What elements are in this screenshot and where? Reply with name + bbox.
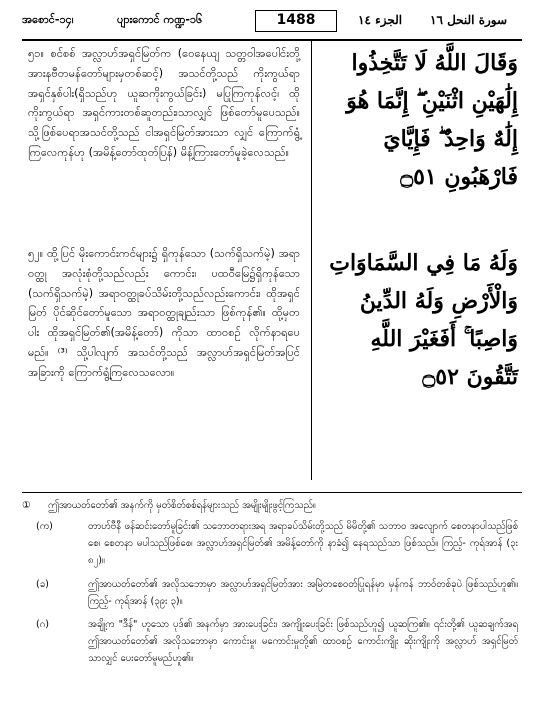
footnote-a-mark: (က) [36, 521, 53, 532]
footnote-1 [0, 497, 540, 517]
footnote-1-text: ဤအာယတ်တော်၏ အနက်ကို မှတ်စိတ်စစ်ရန်များသည် အမျိုးမျိုးဖွင့်ကြသည်။ [48, 500, 316, 511]
page-number-box: 1488 [255, 10, 337, 32]
verse-52-translation: ၅၂။ ထို့ပြင် မိုးကောင်းကင်များ၌ ရှိကုန်သော (သက်ရှိသက်မဲ့) အရာဝတ္ထု အလုံးစုံတို့သည်လည်း ကောင်း၊ ပထဝီမြေ၌ရှိကုန်သော (သက်ရှိသက်မဲ့) အရာဝတ္ထုခပ်သိမ်းတို့သည်လည်းကောင်း၊ ထိုအရှင် မြတ် ပိုင်ဆိုင်တော်မူသော အရာဝတ္ထုချည်းသာ ဖြစ်ကုန်၏။ ထို့မှတပါး ထိုအရှင်မြတ်၏(အမိန့်တော်) ကိုသာ ထာဝစဉ် လိုက်နာရပေမည်။ ⁽³⁾ သို့ပါလျက် အသင်တို့သည် အလ္လာဟ်အရှင်မြတ်အပြင် အခြားကို ကြောက်ရွံ့ကြလေသလော။ [28, 247, 300, 379]
verse-51-translation: ၅၁။ စင်စစ် အလ္လာဟ်အရှင်မြတ်က (ဝေနေယျ သတ္တဝါအပေါင်းတို့အားနဗီတမန်တော်များမှတစ်ဆင့်) အသင်တို့သည် ကိုးကွယ်ရာ အရှင်နှစ်ပါး(ရှိသည်ဟု ယူဆကိုးကွယ်ခြင်း) မပြုကြကုန်လင့်၊ ထိုကိုးကွယ်ရာ အရှင်ကားတစ်ဆူတည်း၊သာလျှင် ဖြစ်တော်မူပေသည်။ သို့ဖြစ်ပေရာအသင်တို့သည် ငါအရှင်မြတ်အားသာ လျှင် ကြောက်ရွံ့ကြလေကုန်ဟု (အမိန့်တော်ထုတ်ပြန်) မိန့်ကြားတော်မူခဲ့လေသည်။ [28, 47, 300, 159]
header-surah-label: سورة النحل ١٦ [430, 13, 508, 27]
footnote-c-mark: (ဂ) [36, 619, 49, 630]
footnote-1-mark: ① [22, 500, 31, 511]
footnote-rule [22, 492, 522, 493]
header-issue-label: အစောင်-၁၄၊ [22, 13, 74, 26]
header-juz-label: الجزء ١٤ [358, 13, 403, 27]
footnote-c [0, 616, 540, 688]
footnote-b-text: ဤအာယတ်တော်၏ အလိုသဘောမှာ အလ္လာဟ်အရှင်မြတ်အား အမြဲတစေဝတ်ပြုရန်မှာ မှန်ကန် ဘာဝ်တစ်ခုပဲ ဖြစ်သည်ဟူ၏။ ကြည့်- ကုရ်အာန် (၃၉း ၃)။ [88, 579, 518, 607]
header-chapter-label: ပျားကောင် ကဏ္ဍ-၁၆ [117, 13, 203, 26]
page-header [22, 8, 522, 36]
verse-51-arabic: وَقَالَ اللَّهُ لَا تَتَّخِذُوا إِلَٰهَيْنِ اثْنَيْنِ ۖ إِنَّمَا هُوَ إِلَٰهٌ وَاحِدٌ ۖ فَإِيَّايَ فَارْهَبُونِ ۝٥١ [346, 50, 518, 190]
footnote-a-text: တာဟ်ဗီနီ ဖန်ဆင်းတော်မူခြင်း၏ သဘောတရားအရ အရာခပ်သိမ်းတို့သည် မိမိတို့၏ သဘာဝ အလျောက် စေတနာပါသည်ဖြစ်စေ၊ စေတနာ မပါသည်ဖြစ်စေ၊ အလ္လာဟ်အရှင်မြတ်၏ အမိန့်တော်ကို နာခံ၍ နေရသည်သာ ဖြစ်သည်။ ကြည့်- ကုရ်အာန် (၃း ၈၂)။ [88, 521, 518, 566]
column-divider [311, 40, 312, 480]
header-rule [22, 39, 522, 41]
footnote-b [0, 576, 540, 612]
verse-52-arabic: وَلَهُ مَا فِي السَّمَاوَاتِ وَالْأَرْضِ وَلَهُ الدِّينُ وَاصِبًا ۚ أَفَغَيْرَ اللَّهِ تَتَّقُونَ ۝٥٢ [329, 250, 518, 390]
footnote-b-mark: (ခ) [36, 579, 49, 590]
footnote-a [0, 518, 540, 574]
footnote-c-text: အချို့က "ဒီန်" ဟူသော ပုဒ်၏ အနက်မှာ အားပေးခြင်း၊ အကျိုးပေးခြင်း ဖြစ်သည်ဟူ၍ ယူဆကြ၏။ ၎င်းတို့၏ ယူဆချက်အရ ဤအာယတ်တော်၏ အလိုသဘောမှာ ကောင်းမှု၊ မကောင်းမှုတို့၏ ထာဝစဉ် ကောင်းကျိုး ဆိုးကျိုးကို အလ္လာဟ် အရှင်မြတ်သာလျှင် ပေးတော်မူမည်ဟူ၏။ [88, 619, 518, 664]
